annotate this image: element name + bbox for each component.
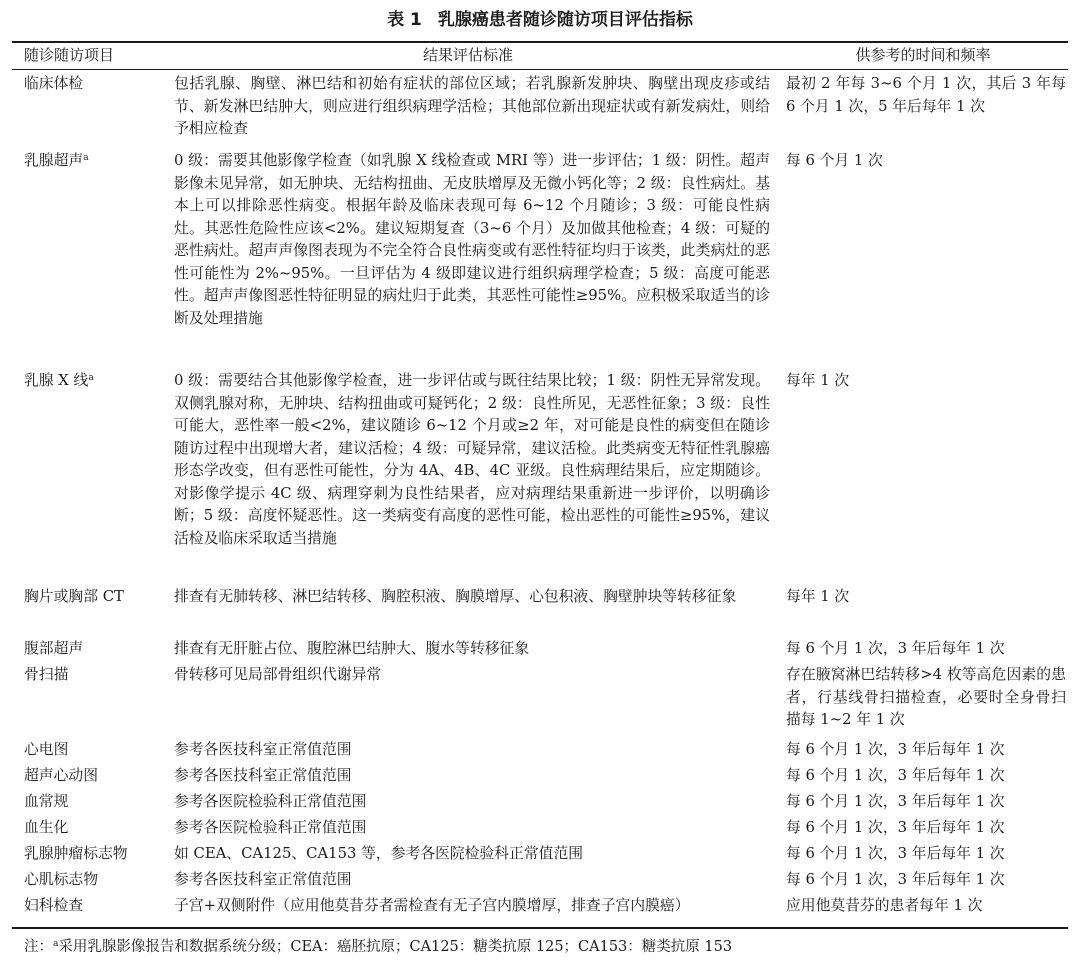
frequency-cell: 应用他莫昔芬的患者每年 1 次 bbox=[786, 897, 983, 914]
item-text: 心肌标志物 bbox=[24, 871, 98, 888]
criteria-cell: 参考各医技科室正常值范围 bbox=[174, 767, 352, 784]
frequency-cell: 最初 2 年每 3~6 个月 1 次，其后 3 年每 6 个月 1 次，5 年后每年 1 次 bbox=[786, 75, 1066, 115]
frequency-cell: 每年 1 次 bbox=[786, 372, 850, 389]
item-text: 胸片或胸部 CT bbox=[24, 588, 124, 605]
criteria-cell: 如 CEA、CA125、CA153 等，参考各医院检验科正常值范围 bbox=[174, 845, 584, 862]
note-prefix: 注： bbox=[24, 939, 53, 955]
table-row bbox=[0, 843, 1080, 869]
frequency-cell: 每 6 个月 1 次 bbox=[786, 152, 883, 169]
item-cell bbox=[24, 638, 164, 661]
item-text: 血生化 bbox=[24, 819, 69, 836]
table-row bbox=[0, 370, 1080, 586]
criteria-cell: 0 级：需要结合其他影像学检查，进一步评估或与既往结果比较；1 级：阴性无异常发现。双侧乳腺对称，无肿块、结构扭曲或可疑钙化；2 级：良性所见，无恶性征象；3 级：良性可能大，恶性率一般<2%，建议随诊 6~12 个月或≥2 年，对可能是良性的病变但在随诊随访过程中出现增大者，建议活检；4 级：可疑异常，建议活检。此类病变无特征性乳腺癌形态学改变，但有恶性可能性，分为 4A、4B、4C 亚级。良性病理结果后，应定期随诊。对影像学提示 4C 级、病理穿刺为良性结果者，应对病理结果重新进一步评价，以明确诊断；5 级：高度怀疑恶性。这一类病变有高度的恶性可能，检出恶性的可能性≥95%，建议活检及临床采取适当措施 bbox=[174, 372, 770, 547]
criteria-cell: 排查有无肝脏占位、腹腔淋巴结肿大、腹水等转移征象 bbox=[174, 640, 530, 657]
table-row bbox=[0, 791, 1080, 817]
item-cell bbox=[24, 664, 164, 687]
item-text: 腹部超声 bbox=[24, 640, 84, 657]
table-label: 表 1 bbox=[387, 10, 422, 30]
footnote-mark: a bbox=[53, 939, 59, 949]
table-row bbox=[0, 664, 1080, 739]
item-cell bbox=[24, 869, 164, 892]
header-rule bbox=[12, 69, 1068, 70]
item-cell bbox=[24, 791, 164, 814]
table-row bbox=[0, 869, 1080, 895]
table-header bbox=[0, 42, 1080, 69]
note-text: 采用乳腺影像报告和数据系统分级；CEA：癌胚抗原；CA125：糖类抗原 125；CA153：糖类抗原 153 bbox=[58, 939, 733, 955]
item-cell bbox=[24, 895, 164, 918]
header-criteria: 结果评估标准 bbox=[422, 46, 513, 64]
table-row bbox=[0, 739, 1080, 765]
frequency-cell: 每年 1 次 bbox=[786, 588, 850, 605]
criteria-cell: 包括乳腺、胸壁、淋巴结和初始有症状的部位区域；若乳腺新发肿块、胸壁出现皮疹或结节、新发淋巴结肿大，则应进行组织病理学活检；其他部位新出现症状或有新发病灶，则给予相应检查 bbox=[174, 75, 770, 137]
table-row bbox=[0, 765, 1080, 791]
table-row bbox=[0, 638, 1080, 664]
item-cell bbox=[24, 150, 164, 173]
table-row bbox=[0, 150, 1080, 370]
item-cell bbox=[24, 765, 164, 788]
item-text: 心电图 bbox=[24, 741, 69, 758]
table-title-text: 乳腺癌患者随诊随访项目评估指标 bbox=[437, 10, 693, 30]
frequency-cell: 每 6 个月 1 次，3 年后每年 1 次 bbox=[786, 640, 1005, 657]
criteria-cell: 骨转移可见局部骨组织代谢异常 bbox=[174, 666, 382, 683]
table-row bbox=[0, 895, 1080, 921]
footnote-mark: a bbox=[83, 153, 89, 163]
item-text: 乳腺肿瘤标志物 bbox=[24, 845, 128, 862]
item-text: 超声心动图 bbox=[24, 767, 98, 784]
criteria-cell: 排查有无肺转移、淋巴结转移、胸腔积液、胸膜增厚、心包积液、胸壁肿块等转移征象 bbox=[174, 588, 737, 605]
item-text: 乳腺超声 bbox=[24, 152, 84, 169]
item-text: 骨扫描 bbox=[24, 666, 69, 683]
criteria-cell: 参考各医技科室正常值范围 bbox=[174, 871, 352, 888]
item-text: 妇科检查 bbox=[24, 897, 84, 914]
criteria-cell: 0 级：需要其他影像学检查（如乳腺 X 线检查或 MRI 等）进一步评估；1 级：阴性。超声影像未见异常，如无肿块、无结构扭曲、无皮肤增厚及无微小钙化等；2 级：良性病灶。基本上可以排除恶性病变。根据年龄及临床表现可每 6~12 个月随诊；3 级：可能良性病灶。其恶性危险性应该<2%。建议短期复查（3~6 个月）及加做其他检查；4 级：可疑的恶性病灶。超声声像图表现为不完全符合良性病变或有恶性特征均归于该类，此类病灶的恶性可能性为 2%~95%。一旦评估为 4 级即建议进行组织病理学检查；5 级：高度可能恶性。超声声像图恶性特征明显的病灶归于此类，其恶性可能性≥95%。应积极采取适当的诊断及处理措施 bbox=[174, 152, 770, 327]
item-text: 血常规 bbox=[24, 793, 69, 810]
table-row bbox=[0, 73, 1080, 150]
frequency-cell: 每 6 个月 1 次，3 年后每年 1 次 bbox=[786, 819, 1005, 836]
table-row bbox=[0, 817, 1080, 843]
criteria-cell: 参考各医院检验科正常值范围 bbox=[174, 793, 367, 810]
item-cell bbox=[24, 843, 164, 866]
item-cell bbox=[24, 370, 164, 393]
header-item: 随诊随访项目 bbox=[24, 46, 115, 64]
table-title bbox=[0, 8, 1080, 32]
item-cell bbox=[24, 586, 164, 609]
frequency-cell: 每 6 个月 1 次，3 年后每年 1 次 bbox=[786, 871, 1005, 888]
table-row bbox=[0, 586, 1080, 638]
frequency-cell: 每 6 个月 1 次，3 年后每年 1 次 bbox=[786, 845, 1005, 862]
footnote-mark: a bbox=[88, 373, 94, 383]
bottom-rule bbox=[12, 927, 1068, 929]
table-note bbox=[24, 936, 1064, 958]
item-cell bbox=[24, 739, 164, 762]
criteria-cell: 子宫+双侧附件（应用他莫昔芬者需检查有无子宫内膜增厚，排查子宫内膜癌） bbox=[174, 897, 690, 914]
item-text: 乳腺 X 线 bbox=[24, 372, 89, 389]
frequency-cell: 每 6 个月 1 次，3 年后每年 1 次 bbox=[786, 741, 1005, 758]
item-cell bbox=[24, 817, 164, 840]
frequency-cell: 存在腋窝淋巴结转移>4 枚等高危因素的患者，行基线骨扫描检查，必要时全身骨扫描每 1~2 年 1 次 bbox=[786, 666, 1066, 728]
criteria-cell: 参考各医技科室正常值范围 bbox=[174, 741, 352, 758]
criteria-cell: 参考各医院检验科正常值范围 bbox=[174, 819, 367, 836]
frequency-cell: 每 6 个月 1 次，3 年后每年 1 次 bbox=[786, 767, 1005, 784]
header-frequency: 供参考的时间和频率 bbox=[855, 46, 991, 64]
item-cell bbox=[24, 73, 164, 96]
frequency-cell: 每 6 个月 1 次，3 年后每年 1 次 bbox=[786, 793, 1005, 810]
item-text: 临床体检 bbox=[24, 75, 84, 92]
table-body bbox=[0, 73, 1080, 921]
